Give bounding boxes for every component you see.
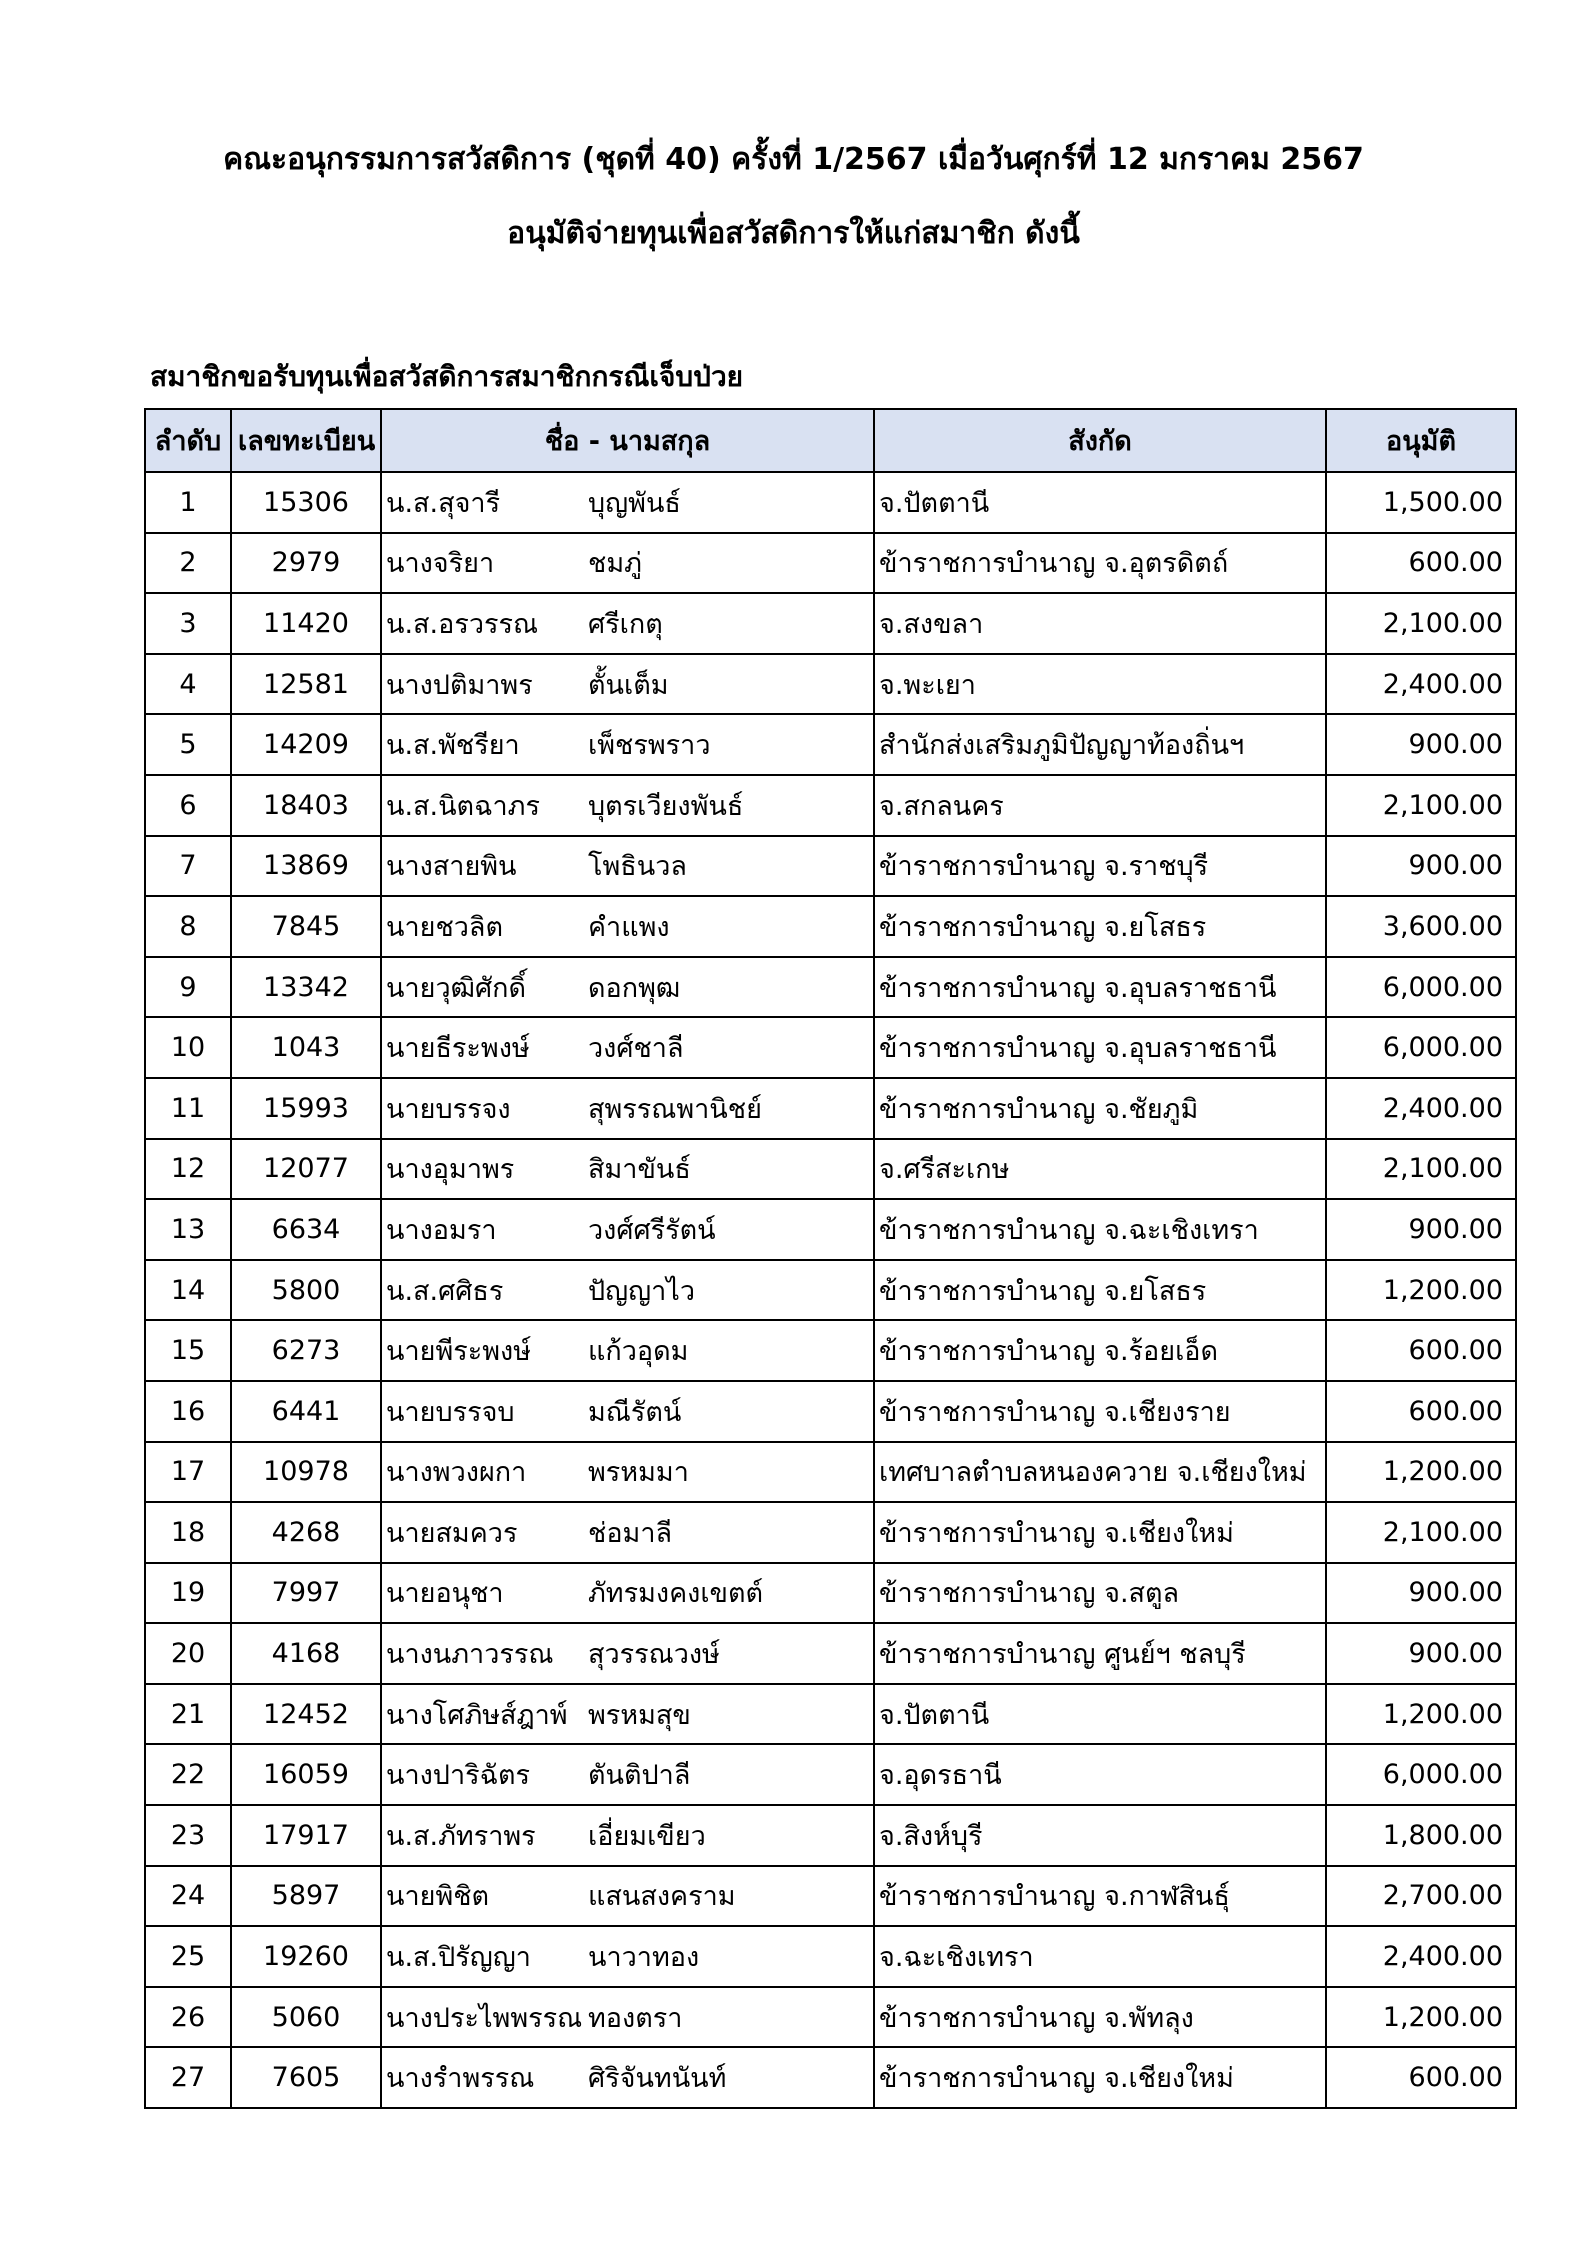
cell-unit: จ.ศรีสะเกษ (874, 1139, 1326, 1200)
table-row (145, 957, 1516, 1018)
table-row (145, 533, 1516, 594)
first-name: น.ส.ภัทราพร (386, 1820, 536, 1852)
cell-amount: 1,200.00 (1326, 1260, 1516, 1321)
cell-amount: 900.00 (1326, 1623, 1516, 1684)
table-row (145, 1563, 1516, 1624)
cell-no: 17 (145, 1442, 231, 1503)
cell-name (381, 1502, 874, 1563)
last-name: แก้วอุดม (588, 1336, 689, 1368)
table-row (145, 593, 1516, 654)
table-row (145, 654, 1516, 715)
cell-reg: 12581 (231, 654, 381, 715)
table-row (145, 775, 1516, 836)
cell-unit: จ.พะเยา (874, 654, 1326, 715)
cell-amount: 900.00 (1326, 836, 1516, 897)
cell-amount: 1,800.00 (1326, 1805, 1516, 1866)
cell-unit: ข้าราชการบำนาญ จ.อุบลราชธานี (874, 1017, 1326, 1078)
first-name: นายพิชิต (386, 1881, 490, 1913)
table-row (145, 896, 1516, 957)
cell-amount: 6,000.00 (1326, 1744, 1516, 1805)
cell-reg: 6441 (231, 1381, 381, 1442)
cell-no: 4 (145, 654, 231, 715)
cell-no: 15 (145, 1320, 231, 1381)
column-header-amount: อนุมัติ (1326, 409, 1516, 472)
cell-unit: เทศบาลตำบลหนองควาย จ.เชียงใหม่ (874, 1442, 1326, 1503)
table-row (145, 1987, 1516, 2048)
table-row (145, 472, 1516, 533)
cell-unit: ข้าราชการบำนาญ ศูนย์ฯ ชลบุรี (874, 1623, 1326, 1684)
cell-reg: 7997 (231, 1563, 381, 1624)
cell-reg: 4168 (231, 1623, 381, 1684)
cell-name (381, 1199, 874, 1260)
cell-unit: ข้าราชการบำนาญ จ.ยโสธร (874, 1260, 1326, 1321)
cell-reg: 1043 (231, 1017, 381, 1078)
first-name: นางปาริฉัตร (386, 1760, 531, 1792)
last-name: ศรีเกตุ (588, 608, 663, 640)
first-name: น.ส.สุจารี (386, 487, 501, 519)
column-header-no: ลำดับ (145, 409, 231, 472)
column-header-reg: เลขทะเบียน (231, 409, 381, 472)
table-header-row (145, 409, 1516, 472)
cell-no: 20 (145, 1623, 231, 1684)
cell-no: 10 (145, 1017, 231, 1078)
first-name: นายพีระพงษ์ (386, 1336, 532, 1368)
cell-unit: สำนักส่งเสริมภูมิปัญญาท้องถิ่นฯ (874, 714, 1326, 775)
table-row (145, 1199, 1516, 1260)
cell-amount: 2,400.00 (1326, 1078, 1516, 1139)
cell-no: 22 (145, 1744, 231, 1805)
last-name: ภัทรมงคงเขตต์ (588, 1578, 764, 1610)
cell-name (381, 1017, 874, 1078)
cell-reg: 12452 (231, 1684, 381, 1745)
last-name: มณีรัตน์ (588, 1396, 682, 1428)
first-name: น.ส.นิตฉาภร (386, 790, 540, 822)
last-name: บุญพันธ์ (588, 487, 681, 519)
table-row (145, 1805, 1516, 1866)
table-row (145, 1684, 1516, 1745)
cell-reg: 5800 (231, 1260, 381, 1321)
last-name: แสนสงคราม (588, 1881, 736, 1913)
cell-amount: 900.00 (1326, 714, 1516, 775)
cell-unit: จ.สงขลา (874, 593, 1326, 654)
table-row (145, 836, 1516, 897)
cell-reg: 4268 (231, 1502, 381, 1563)
cell-name (381, 1987, 874, 2048)
table-row (145, 1926, 1516, 1987)
cell-amount: 600.00 (1326, 1320, 1516, 1381)
last-name: สิมาขันธ์ (588, 1154, 691, 1186)
cell-reg: 2979 (231, 533, 381, 594)
cell-reg: 19260 (231, 1926, 381, 1987)
cell-reg: 14209 (231, 714, 381, 775)
last-name: คำแพง (588, 911, 670, 943)
cell-no: 3 (145, 593, 231, 654)
cell-amount: 2,400.00 (1326, 654, 1516, 715)
table-row (145, 1623, 1516, 1684)
last-name: ช่อมาลี (588, 1517, 673, 1549)
cell-no: 5 (145, 714, 231, 775)
cell-unit: ข้าราชการบำนาญ จ.เชียงใหม่ (874, 1502, 1326, 1563)
cell-unit: ข้าราชการบำนาญ จ.ร้อยเอ็ด (874, 1320, 1326, 1381)
cell-reg: 16059 (231, 1744, 381, 1805)
cell-unit: จ.ฉะเชิงเทรา (874, 1926, 1326, 1987)
cell-amount: 2,100.00 (1326, 775, 1516, 836)
cell-amount: 6,000.00 (1326, 1017, 1516, 1078)
page-subtitle: อนุมัติจ่ายทุนเพื่อสวัสดิการให้แก่สมาชิก ดังนี้ (507, 216, 1080, 251)
cell-name (381, 714, 874, 775)
first-name: นางรำพรรณ (386, 2063, 535, 2095)
cell-reg: 12077 (231, 1139, 381, 1200)
last-name: ทองตรา (588, 2002, 683, 2034)
cell-unit: ข้าราชการบำนาญ จ.พัทลุง (874, 1987, 1326, 2048)
first-name: นายบรรจง (386, 1093, 511, 1125)
first-name: นางประไพพรรณ (386, 2002, 583, 2034)
cell-reg: 18403 (231, 775, 381, 836)
cell-unit: ข้าราชการบำนาญ จ.กาฬสินธุ์ (874, 1866, 1326, 1927)
column-header-name: ชื่อ - นามสกุล (381, 409, 874, 472)
first-name: นายอนุชา (386, 1578, 504, 1610)
last-name: นาวาทอง (588, 1942, 700, 1974)
approval-table (144, 408, 1517, 2109)
cell-unit: ข้าราชการบำนาญ จ.ชัยภูมิ (874, 1078, 1326, 1139)
first-name: นายธีระพงษ์ (386, 1033, 530, 1065)
cell-unit: จ.ปัตตานี (874, 1684, 1326, 1745)
first-name: นางอมรา (386, 1214, 497, 1246)
cell-no: 25 (145, 1926, 231, 1987)
cell-name (381, 472, 874, 533)
cell-amount: 6,000.00 (1326, 957, 1516, 1018)
cell-reg: 11420 (231, 593, 381, 654)
first-name: นายบรรจบ (386, 1396, 515, 1428)
first-name: นายชวลิต (386, 911, 504, 943)
page-title: คณะอนุกรรมการสวัสดิการ (ชุดที่ 40) ครั้งที่ 1/2567 เมื่อวันศุกร์ที่ 12 มกราคม 2567 (223, 142, 1364, 177)
cell-unit: จ.ปัตตานี (874, 472, 1326, 533)
cell-amount: 1,200.00 (1326, 1684, 1516, 1745)
cell-name (381, 533, 874, 594)
table-row (145, 1320, 1516, 1381)
cell-no: 21 (145, 1684, 231, 1745)
cell-no: 27 (145, 2047, 231, 2108)
cell-no: 9 (145, 957, 231, 1018)
cell-no: 16 (145, 1381, 231, 1442)
cell-unit: ข้าราชการบำนาญ จ.ราชบุรี (874, 836, 1326, 897)
column-header-unit: สังกัด (874, 409, 1326, 472)
cell-name (381, 1805, 874, 1866)
last-name: พรหมมา (588, 1457, 689, 1489)
cell-no: 26 (145, 1987, 231, 2048)
cell-name (381, 1744, 874, 1805)
cell-amount: 2,100.00 (1326, 593, 1516, 654)
cell-unit: ข้าราชการบำนาญ จ.ยโสธร (874, 896, 1326, 957)
cell-no: 19 (145, 1563, 231, 1624)
table-row (145, 1078, 1516, 1139)
cell-unit: จ.สกลนคร (874, 775, 1326, 836)
cell-amount: 600.00 (1326, 2047, 1516, 2108)
last-name: โพธินวล (588, 851, 687, 883)
cell-amount: 2,700.00 (1326, 1866, 1516, 1927)
table-row (145, 1381, 1516, 1442)
cell-no: 8 (145, 896, 231, 957)
cell-reg: 7845 (231, 896, 381, 957)
cell-no: 18 (145, 1502, 231, 1563)
first-name: นางปติมาพร (386, 669, 533, 701)
table-row (145, 1744, 1516, 1805)
first-name: นางพวงผกา (386, 1457, 527, 1489)
cell-no: 7 (145, 836, 231, 897)
cell-reg: 6634 (231, 1199, 381, 1260)
cell-name (381, 957, 874, 1018)
cell-reg: 5897 (231, 1866, 381, 1927)
last-name: ศิริจันทนันท์ (588, 2063, 727, 2095)
cell-reg: 15993 (231, 1078, 381, 1139)
cell-unit: ข้าราชการบำนาญ จ.เชียงใหม่ (874, 2047, 1326, 2108)
last-name: สุวรรณวงษ์ (588, 1639, 720, 1671)
cell-amount: 2,100.00 (1326, 1502, 1516, 1563)
cell-name (381, 1139, 874, 1200)
first-name: น.ส.พัชรียา (386, 730, 520, 762)
cell-no: 12 (145, 1139, 231, 1200)
last-name: ปัญญาไว (588, 1275, 696, 1307)
cell-amount: 2,400.00 (1326, 1926, 1516, 1987)
cell-name (381, 896, 874, 957)
cell-reg: 13869 (231, 836, 381, 897)
table-row (145, 2047, 1516, 2108)
cell-no: 13 (145, 1199, 231, 1260)
cell-amount: 1,200.00 (1326, 1987, 1516, 2048)
last-name: ชมภู่ (588, 548, 642, 580)
first-name: นายสมควร (386, 1517, 518, 1549)
last-name: พรหมสุข (588, 1699, 691, 1731)
cell-reg: 6273 (231, 1320, 381, 1381)
table-row (145, 714, 1516, 775)
cell-amount: 1,200.00 (1326, 1442, 1516, 1503)
cell-amount: 900.00 (1326, 1563, 1516, 1624)
cell-name (381, 1078, 874, 1139)
cell-amount: 900.00 (1326, 1199, 1516, 1260)
table-row (145, 1260, 1516, 1321)
table-row (145, 1502, 1516, 1563)
cell-name (381, 654, 874, 715)
table-row (145, 1866, 1516, 1927)
cell-reg: 17917 (231, 1805, 381, 1866)
cell-reg: 7605 (231, 2047, 381, 2108)
last-name: เพ็ชรพราว (588, 730, 711, 762)
cell-unit: ข้าราชการบำนาญ จ.ฉะเชิงเทรา (874, 1199, 1326, 1260)
cell-unit: จ.สิงห์บุรี (874, 1805, 1326, 1866)
cell-no: 11 (145, 1078, 231, 1139)
cell-no: 24 (145, 1866, 231, 1927)
table-row (145, 1139, 1516, 1200)
last-name: เอี่ยมเขียว (588, 1820, 706, 1852)
cell-unit: ข้าราชการบำนาญ จ.อุตรดิตถ์ (874, 533, 1326, 594)
first-name: น.ส.ปิรัญญา (386, 1942, 531, 1974)
section-title: สมาชิกขอรับทุนเพื่อสวัสดิการสมาชิกกรณีเจ็บป่วย (150, 360, 744, 393)
cell-name (381, 593, 874, 654)
last-name: ตันติปาลี (588, 1760, 691, 1792)
cell-amount: 2,100.00 (1326, 1139, 1516, 1200)
cell-name (381, 2047, 874, 2108)
first-name: นางนภาวรรณ (386, 1639, 554, 1671)
cell-reg: 5060 (231, 1987, 381, 2048)
cell-name (381, 1381, 874, 1442)
cell-name (381, 1320, 874, 1381)
cell-name (381, 1926, 874, 1987)
last-name: วงศ์ศรีรัตน์ (588, 1214, 716, 1246)
cell-no: 2 (145, 533, 231, 594)
first-name: น.ส.ศศิธร (386, 1275, 504, 1307)
cell-amount: 3,600.00 (1326, 896, 1516, 957)
cell-amount: 1,500.00 (1326, 472, 1516, 533)
cell-name (381, 1866, 874, 1927)
cell-name (381, 1442, 874, 1503)
cell-amount: 600.00 (1326, 1381, 1516, 1442)
cell-unit: ข้าราชการบำนาญ จ.สตูล (874, 1563, 1326, 1624)
cell-reg: 15306 (231, 472, 381, 533)
table-row (145, 1442, 1516, 1503)
cell-unit: ข้าราชการบำนาญ จ.เชียงราย (874, 1381, 1326, 1442)
cell-name (381, 1563, 874, 1624)
cell-no: 23 (145, 1805, 231, 1866)
first-name: นายวุฒิศักดิ์ (386, 972, 527, 1004)
table-row (145, 1017, 1516, 1078)
cell-unit: ข้าราชการบำนาญ จ.อุบลราชธานี (874, 957, 1326, 1018)
cell-no: 1 (145, 472, 231, 533)
last-name: บุตรเวียงพันธ์ (588, 790, 744, 822)
cell-unit: จ.อุดรธานี (874, 1744, 1326, 1805)
first-name: น.ส.อรวรรณ (386, 608, 539, 640)
cell-no: 6 (145, 775, 231, 836)
cell-name (381, 1684, 874, 1745)
table-body (145, 472, 1516, 2108)
last-name: ดอกพุฒ (588, 972, 681, 1004)
first-name: นางสายพิน (386, 851, 517, 883)
cell-reg: 10978 (231, 1442, 381, 1503)
last-name: ตั้นเต็ม (588, 669, 669, 701)
cell-amount: 600.00 (1326, 533, 1516, 594)
cell-name (381, 1260, 874, 1321)
cell-name (381, 1623, 874, 1684)
first-name: นางโศภิษส์ฎาพ์ (386, 1699, 568, 1731)
first-name: นางอุมาพร (386, 1154, 515, 1186)
last-name: วงศ์ชาลี (588, 1033, 684, 1065)
first-name: นางจริยา (386, 548, 495, 580)
cell-no: 14 (145, 1260, 231, 1321)
cell-name (381, 775, 874, 836)
last-name: สุพรรณพานิชย์ (588, 1093, 762, 1125)
cell-reg: 13342 (231, 957, 381, 1018)
cell-name (381, 836, 874, 897)
